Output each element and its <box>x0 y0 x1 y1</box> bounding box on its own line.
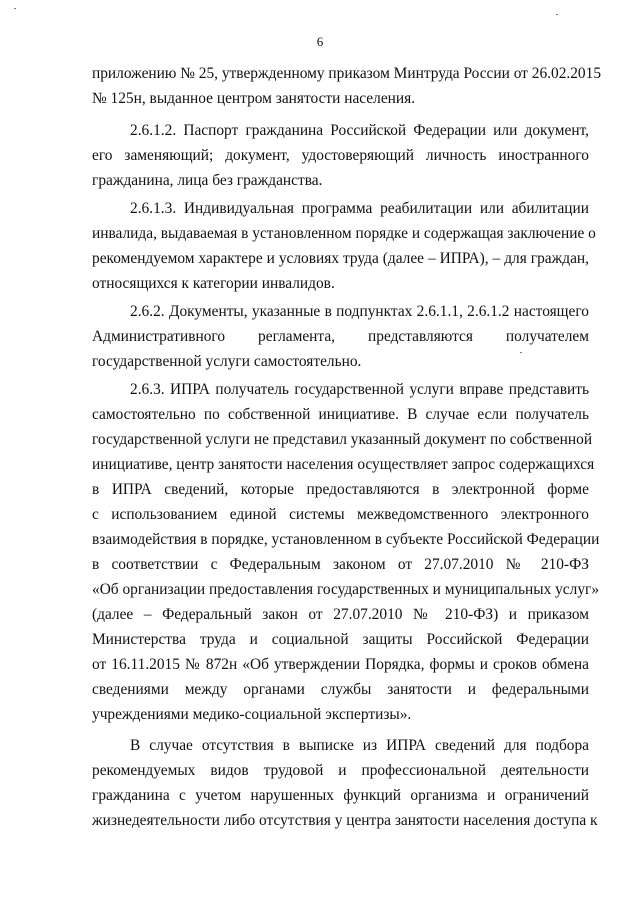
scan-speck <box>14 8 16 9</box>
text-line: Министерства труда и социальной защиты Российской Федерации <box>92 631 589 648</box>
text-line: гражданина с учетом нарушенных функций организма и ограничений <box>92 787 589 804</box>
text-line: относящихся к категории инвалидов. <box>92 275 335 292</box>
text-line: с использованием единой системы межведомственного электронного <box>92 506 589 523</box>
text-line: инвалида, выдаваемая в установленном порядке и содержащая заключение о <box>92 225 596 242</box>
text-line: взаимодействия в порядке, установленном в субъекте Российской Федерации <box>92 531 600 548</box>
text-line: в ИПРА сведений, которые предоставляются в электронной форме <box>92 481 589 498</box>
text-line: В случае отсутствия в выписке из ИПРА сведений для подбора <box>130 737 589 754</box>
text-line: 2.6.1.3. Индивидуальная программа реабилитации или абилитации <box>130 200 589 217</box>
text-line: 2.6.1.2. Паспорт гражданина Российской Федерации или документ, <box>130 122 589 139</box>
text-line: жизнедеятельности либо отсутствия у центра занятости населения доступа к <box>92 812 598 829</box>
text-line: рекомендуемом характере и условиях труда (далее – ИПРА), – для граждан, <box>92 250 589 267</box>
text-line: № 125н, выданное центром занятости населения. <box>92 90 416 107</box>
text-line: учреждениями медико-социальной экспертизы». <box>92 706 412 723</box>
text-line: в соответствии с Федеральным законом от 27.07.2010 № 210-ФЗ <box>92 556 589 573</box>
page-number: 6 <box>316 34 324 49</box>
text-line: государственной услуги не представил указанный документ по собственной <box>92 431 593 448</box>
text-line: его заменяющий; документ, удостоверяющий личность иностранного <box>92 147 589 164</box>
text-line: рекомендуемых видов трудовой и профессиональной деятельности <box>92 762 589 779</box>
text-line: государственной услуги самостоятельно. <box>92 353 362 370</box>
scan-speck <box>556 14 558 15</box>
text-line: инициативе, центр занятости населения осуществляет запрос содержащихся <box>92 456 595 473</box>
text-line: самостоятельно по собственной инициативе. В случае если получатель <box>92 406 589 423</box>
text-line: «Об организации предоставления государственных и муниципальных услуг» <box>92 581 600 598</box>
text-line: (далее – Федеральный закон от 27.07.2010 № 210-ФЗ) и приказом <box>92 606 589 623</box>
text-line: сведениями между органами службы занятости и федеральными <box>92 681 589 698</box>
text-line: Административного регламента, представляются получателем <box>92 328 589 345</box>
text-line: гражданина, лица без гражданства. <box>92 172 323 189</box>
text-line: приложению № 25, утвержденному приказом Минтруда России от 26.02.2015 <box>92 65 602 82</box>
text-line: 2.6.2. Документы, указанные в подпунктах 2.6.1.1, 2.6.1.2 настоящего <box>130 303 589 320</box>
text-line: от 16.11.2015 № 872н «Об утверждении Порядка, формы и сроков обмена <box>92 656 589 673</box>
text-line: 2.6.3. ИПРА получатель государственной услуги вправе представить <box>130 381 589 398</box>
